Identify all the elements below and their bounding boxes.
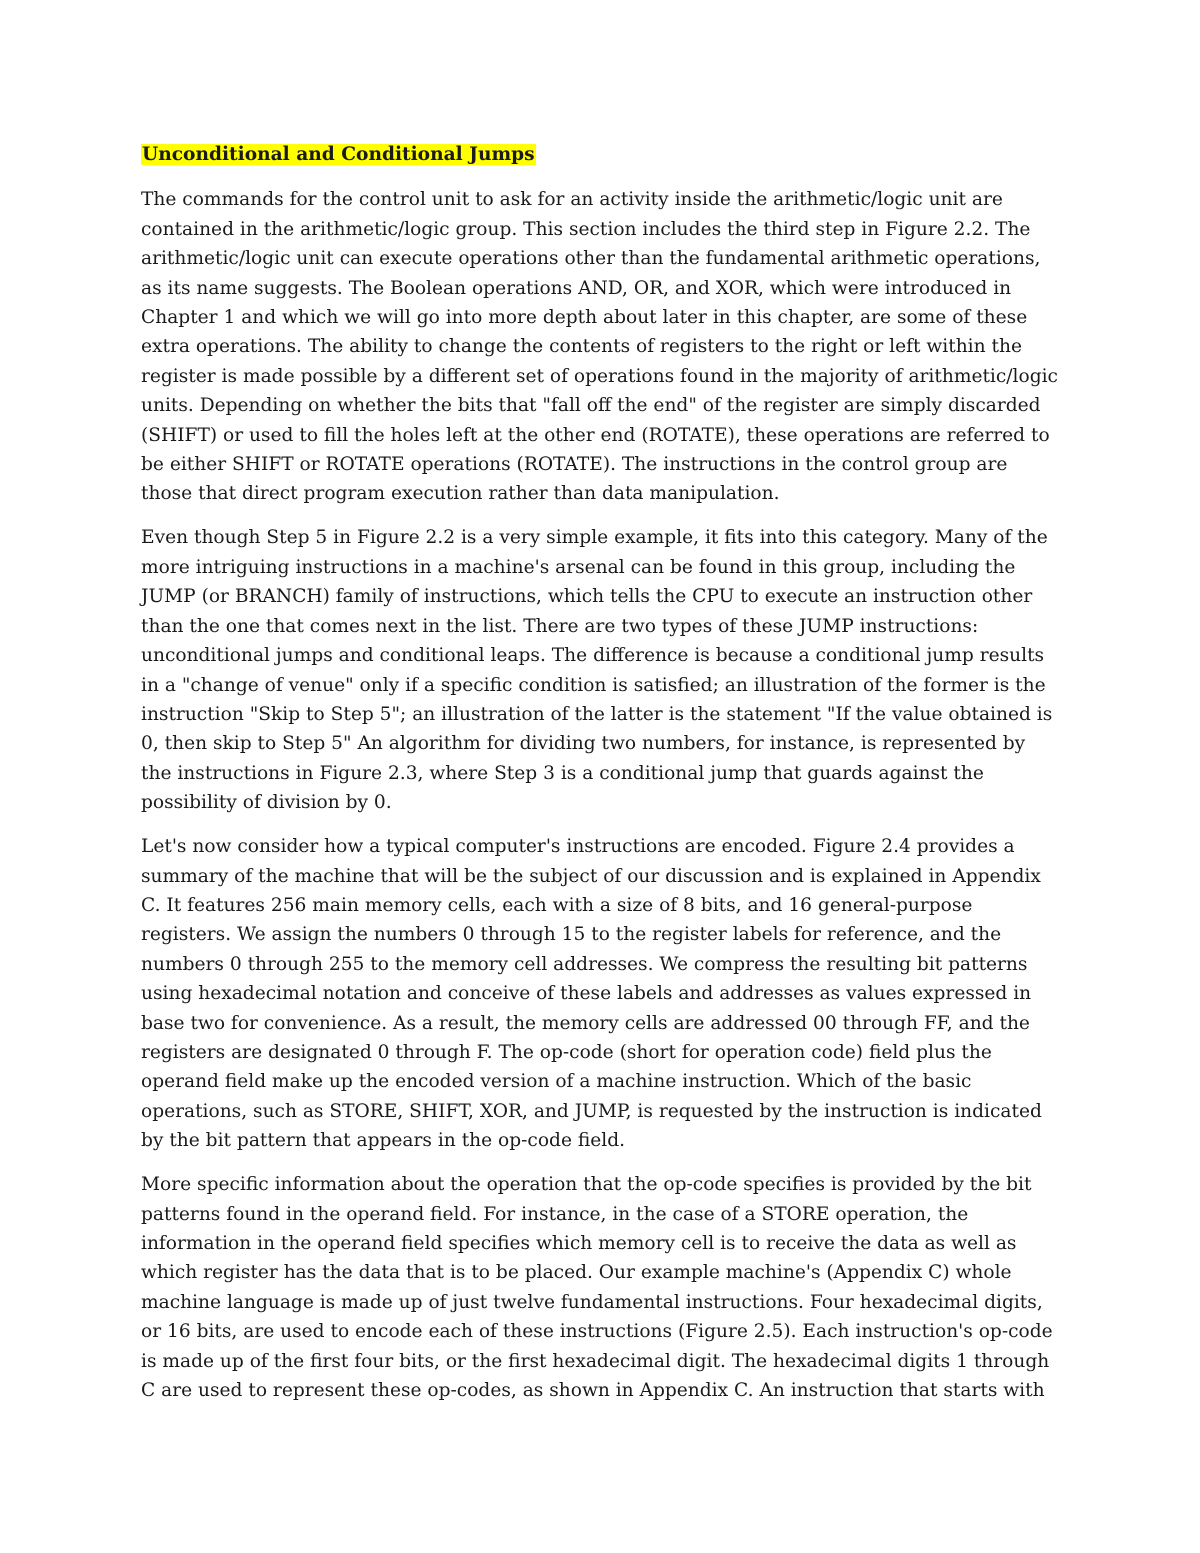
section-heading <box>141 140 1059 169</box>
paragraph-1: The commands for the control unit to ask for an activity inside the arithmetic/logic unit are contained in the arithmetic/logic group. This section includes the third step in Figure 2.2. The arithmetic/logic unit can execute operations other than the fundamental arithmetic operations, as its name suggests. The Boolean operations AND, OR, and XOR, which were introduced in Chapter 1 and which we will go into more depth about later in this chapter, are some of these extra operations. The ability to change the contents of registers to the right or left within the register is made possible by a different set of operations found in the majority of arithmetic/logic units. Depending on whether the bits that "fall off the end" of the register are simply discarded (SHIFT) or used to fill the holes left at the other end (ROTATE), these operations are referred to be either SHIFT or ROTATE operations (ROTATE). The instructions in the control group are those that direct program execution rather than data manipulation. <box>141 189 1058 505</box>
paragraph-2: Even though Step 5 in Figure 2.2 is a very simple example, it fits into this category. Many of the more intriguing instructions in a machine's arsenal can be found in this group, including the JUMP (or BRANCH) family of instructions, which tells the CPU to execute an instruction other than the one that comes next in the list. There are two types of these JUMP instructions: unconditional jumps and conditional leaps. The difference is because a conditional jump results in a "change of venue" only if a specific condition is satisfied; an illustration of the former is the instruction "Skip to Step 5"; an illustration of the latter is the statement "If the value obtained is 0, then skip to Step 5" An algorithm for dividing two numbers, for instance, is represented by the instructions in Figure 2.3, where Step 3 is a conditional jump that guards against the possibility of division by 0. <box>141 527 1053 814</box>
paragraph-4: More specific information about the operation that the op-code specifies is provided by the bit patterns found in the operand field. For instance, in the case of a STORE operation, the information in the operand field specifies which memory cell is to receive the data as well as which register has the data that is to be placed. Our example machine's (Appendix C) whole machine language is made up of just twelve fundamental instructions. Four hexadecimal digits, or 16 bits, are used to encode each of these instructions (Figure 2.5). Each instruction's op-code is made up of the first four bits, or the first hexadecimal digit. The hexadecimal digits 1 through C are used to represent these op-codes, as shown in Appendix C. An instruction that starts with <box>141 1174 1053 1402</box>
highlighted-heading-text: Unconditional and Conditional Jumps <box>142 144 535 165</box>
document-body <box>141 140 1059 1405</box>
paragraph-3: Let's now consider how a typical computer's instructions are encoded. Figure 2.4 provides a summary of the machine that will be the subject of our discussion and is explained in Appendix C. It features 256 main memory cells, each with a size of 8 bits, and 16 general-purpose registers. We assign the numbers 0 through 15 to the register labels for reference, and the numbers 0 through 255 to the memory cell addresses. We compress the resulting bit patterns using hexadecimal notation and conceive of these labels and addresses as values expressed in base two for convenience. As a result, the memory cells are addressed 00 through FF, and the registers are designated 0 through F. The op-code (short for operation code) field plus the operand field make up the encoded version of a machine instruction. Which of the basic operations, such as STORE, SHIFT, XOR, and JUMP, is requested by the instruction is indicated by the bit pattern that appears in the op-code field. <box>141 836 1042 1152</box>
